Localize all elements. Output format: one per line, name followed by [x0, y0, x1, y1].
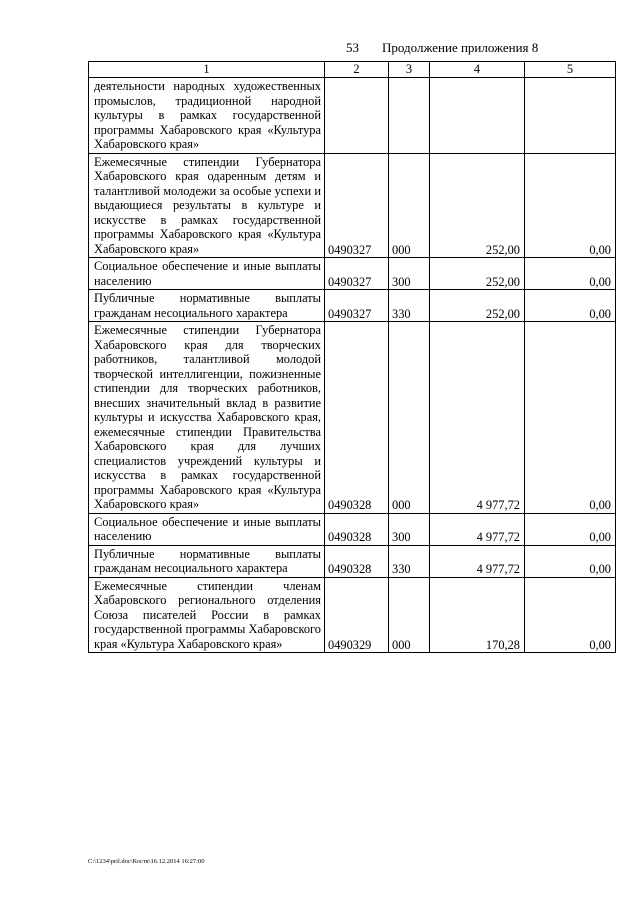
- row-vr-cell: 330: [389, 290, 430, 322]
- row-code-cell: 0490329: [325, 577, 389, 653]
- row-name-cell: Социальное обеспечение и иные выплаты населению: [89, 258, 325, 290]
- row-extra-cell: 0,00: [525, 322, 616, 514]
- row-vr-cell: 000: [389, 153, 430, 258]
- row-amount-cell: 170,28: [430, 577, 525, 653]
- row-code-cell: 0490328: [325, 513, 389, 545]
- column-header-4: 4: [430, 62, 525, 78]
- row-extra-cell: 0,00: [525, 513, 616, 545]
- table-row: [89, 290, 616, 322]
- row-extra-cell: 0,00: [525, 290, 616, 322]
- appendix-title: Продолжение приложения 8: [382, 40, 539, 55]
- row-name-cell: Социальное обеспечение и иные выплаты населению: [89, 513, 325, 545]
- column-header-5: 5: [525, 62, 616, 78]
- row-extra-cell: 0,00: [525, 258, 616, 290]
- column-header-3: 3: [389, 62, 430, 78]
- row-code-cell: 0490327: [325, 290, 389, 322]
- row-code-cell: 0490327: [325, 258, 389, 290]
- row-extra-cell: [525, 78, 616, 154]
- table-row: [89, 513, 616, 545]
- file-path-footer: C:\1234\pril.doc\Костя\16.12.2014 16:27:00: [88, 858, 205, 865]
- row-vr-cell: [389, 78, 430, 154]
- row-name-cell: Ежемесячные стипендии Губернатора Хабаровского края одаренным детям и талантливой молодежи за особые успехи и выдающиеся результаты в культуре и искусстве в рамках государственной программы Хабаровского края «Культура Хабаровского края»: [89, 153, 325, 258]
- row-code-cell: [325, 78, 389, 154]
- row-name-cell: Публичные нормативные выплаты гражданам несоциального характера: [89, 290, 325, 322]
- row-code-cell: 0490328: [325, 545, 389, 577]
- row-name-cell: деятельности народных художественных промыслов, традиционной народной культуры в рамках государственной программы Хабаровского края «Культура Хабаровского края»: [89, 78, 325, 154]
- row-amount-cell: 252,00: [430, 258, 525, 290]
- row-code-cell: 0490328: [325, 322, 389, 514]
- page-header: [346, 40, 538, 56]
- row-amount-cell: 252,00: [430, 153, 525, 258]
- row-extra-cell: 0,00: [525, 153, 616, 258]
- row-amount-cell: 4 977,72: [430, 322, 525, 514]
- budget-table: [88, 61, 616, 653]
- page-number: 53: [346, 40, 359, 55]
- table-row: [89, 545, 616, 577]
- table-row: [89, 322, 616, 514]
- table-row: [89, 78, 616, 154]
- table-row: [89, 577, 616, 653]
- row-amount-cell: 4 977,72: [430, 545, 525, 577]
- row-vr-cell: 300: [389, 513, 430, 545]
- column-header-2: 2: [325, 62, 389, 78]
- row-vr-cell: 300: [389, 258, 430, 290]
- row-vr-cell: 330: [389, 545, 430, 577]
- column-header-1: 1: [89, 62, 325, 78]
- row-code-cell: 0490327: [325, 153, 389, 258]
- table-row: [89, 153, 616, 258]
- row-vr-cell: 000: [389, 322, 430, 514]
- row-name-cell: Ежемесячные стипендии членам Хабаровского регионального отделения Союза писателей России в рамках государственной программы Хабаровского края «Культура Хабаровского края»: [89, 577, 325, 653]
- row-extra-cell: 0,00: [525, 545, 616, 577]
- row-amount-cell: 4 977,72: [430, 513, 525, 545]
- row-extra-cell: 0,00: [525, 577, 616, 653]
- row-name-cell: Публичные нормативные выплаты гражданам несоциального характера: [89, 545, 325, 577]
- table-row: [89, 258, 616, 290]
- row-amount-cell: 252,00: [430, 290, 525, 322]
- row-vr-cell: 000: [389, 577, 430, 653]
- header-row: [89, 62, 616, 78]
- row-name-cell: Ежемесячные стипендии Губернатора Хабаровского края для творческих работников, талантливой молодой творческой интеллигенции, пожизненные стипендии для творческих работников, внесших значительный вклад в развитие культуры и искусства Хабаровского края, ежемесячные стипендии Правительства Хабаровского края для лучших специалистов учреждений культуры и искусства в рамках государственной программы Хабаровского края «Культура Хабаровского края»: [89, 322, 325, 514]
- row-amount-cell: [430, 78, 525, 154]
